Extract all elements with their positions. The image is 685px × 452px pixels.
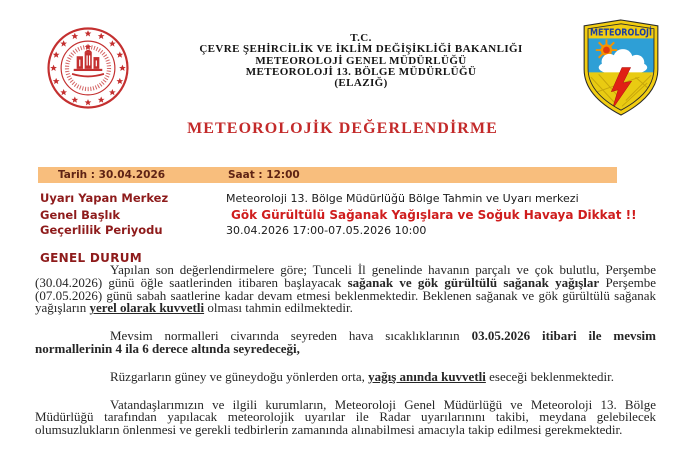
- bulletin-info-table: [40, 192, 658, 241]
- meteoroloji-logo: [577, 19, 665, 116]
- meteoroloji-logo-text: METEOROLOJİ: [589, 27, 665, 39]
- paragraph-wind: Rüzgarların güney ve güneydoğu yönlerden orta, yağış anında kuvvetli eseceği beklenmektedir.: [110, 368, 615, 384]
- paragraph-temperature: Mevsim normalleri civarında seyreden hava sıcaklıklarının 03.05.2026 itibari ile mevsim normallerinin 4 ila 6 derece altında seyredeceği,: [35, 328, 656, 356]
- letterhead-line-city: (ELAZIĞ): [334, 77, 388, 90]
- paragraph-forecast: Yapılan son değerlendirmelere göre; Tunceli İl genelinde havanın parçalı ve çok bulutlu, Perşembe (30.04.2026) günü öğle saatlerinden itibaren başlayacak sağanak ve gök gürültülü sağanak yağışlar Perşembe (07.05.2026) günü sabah saatlerine kadar devam etmesi beklenmektedir. Beklenen sağanak ve gök gürültülü sağanak yağışların yerel olarak kuvvetli olması tahmin edilmektedir.: [35, 262, 656, 316]
- letterhead-line-ministry: ÇEVRE ŞEHİRCİLİK VE İKLİM DEĞİŞİKLİĞİ BAKANLIĞI: [199, 43, 523, 56]
- row-validity-period: [40, 224, 658, 237]
- time-label: Saat : 12:00: [228, 169, 300, 181]
- row-issuing-center: [40, 192, 658, 205]
- validity-period-label: Geçerlilik Periyodu: [40, 223, 163, 237]
- section-heading-genel-durum: GENEL DURUM: [40, 251, 143, 265]
- issuing-center-value: Meteoroloji 13. Bölge Müdürlüğü Bölge Tahmin ve Uyarı merkezi: [226, 192, 579, 205]
- row-general-headline: [40, 209, 658, 221]
- ministry-seal-logo: [42, 26, 134, 110]
- letterhead-line-tc: T.C.: [350, 32, 372, 44]
- bulletin-body: [35, 264, 656, 452]
- document-title: METEOROLOJİK DEĞERLENDİRME: [187, 120, 498, 137]
- letterhead: [151, 33, 571, 89]
- date-label: Tarih : 30.04.2026: [58, 169, 166, 181]
- issuing-center-label: Uyarı Yapan Merkez: [40, 191, 169, 205]
- validity-period-value: 30.04.2026 17:00-07.05.2026 10:00: [226, 224, 427, 237]
- general-headline-value: Gök Gürültülü Sağanak Yağışlara ve Soğuk Havaya Dikkat !!: [231, 207, 637, 222]
- seal-building-icon: [72, 44, 104, 77]
- paragraph-advisory: Vatandaşlarımızın ve ilgili kurumların, Meteoroloji Genel Müdürlüğü ve Meteoroloji 13. Bölge Müdürlüğü tarafından yapılacak meteorolojik uyarılar ile Radar uyarılarınını takibi, meydana gelebilecek olumsuzlukların önlenmesi ve gerekli tedbirlerin zamanında alınabilmesi amacıyla takip edilmesi gerekmektedir.: [35, 396, 656, 438]
- letterhead-line-dg: METEOROLOJİ GENEL MÜDÜRLÜĞÜ: [255, 54, 467, 67]
- general-headline-label: Genel Başlık: [40, 207, 121, 222]
- date-time-bar: [38, 167, 617, 183]
- letterhead-line-region: METEOROLOJİ 13. BÖLGE MÜDÜRLÜĞÜ: [245, 65, 477, 78]
